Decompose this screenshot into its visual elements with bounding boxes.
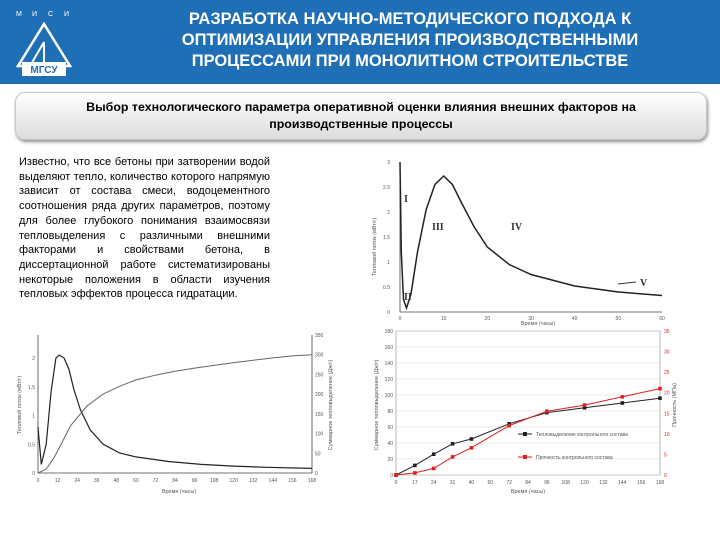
chart3-y-tick: 120: [384, 377, 393, 383]
chart3-y2label: Прочность (МПа): [672, 383, 678, 427]
legend-item-strength: Прочность контрольного состава: [536, 455, 613, 461]
chart2-y-tick: 1: [32, 413, 35, 420]
page-title: [120, 9, 700, 72]
chart3-x-tick: 168: [655, 480, 665, 486]
chart3-heat-point: [620, 401, 624, 405]
chart1-y-tick: 0.5: [383, 285, 390, 291]
chart1-ylabel: Тепловой поток (мВт/г): [372, 217, 378, 277]
chart2-x-tick: 156: [288, 478, 297, 484]
chart3-y-tick: 160: [384, 345, 393, 351]
chart3-y-tick: 180: [384, 329, 393, 335]
chart3-strength-point: [413, 471, 417, 475]
chart2-y2-tick: 300: [315, 352, 324, 359]
stage-label-v: V: [640, 278, 648, 289]
chart3-strength-point: [583, 403, 587, 407]
chart1-y-tick: 0: [387, 310, 390, 316]
stage-label-i: I: [404, 194, 408, 205]
chart3-heat-point: [658, 396, 662, 400]
logo-letter: М: [16, 11, 22, 18]
chart3-x-tick: 132: [599, 480, 608, 486]
chart3-x-tick: 96: [544, 480, 550, 486]
chart1-x-tick: 60: [659, 316, 665, 322]
chart1-y-tick: 2: [387, 210, 390, 216]
chart3-x-tick: 17: [412, 480, 418, 486]
chart3-strength-point: [451, 455, 455, 459]
chart3-heat-point: [432, 452, 436, 456]
chart2-x-tick: 12: [54, 478, 61, 484]
chart3-y2-tick: 25: [664, 370, 670, 377]
chart2-x-tick: 48: [113, 478, 120, 484]
mgsu-logo: [10, 6, 78, 78]
chart2-x-tick: 144: [268, 478, 278, 484]
chart1-x-tick: 30: [528, 316, 534, 322]
chart3-ylabel: Суммарное тепловыделение (Дж/г): [374, 359, 380, 451]
chart1-x-tick: 50: [615, 316, 622, 322]
chart3-x-tick: 72: [506, 480, 512, 486]
chart2-y-tick: 0.5: [28, 442, 35, 449]
chart2-x-tick: 72: [152, 478, 159, 484]
chart3-strength-point: [658, 387, 662, 391]
title-line: ОПТИМИЗАЦИИ УПРАВЛЕНИЯ ПРОИЗВОДСТВЕННЫМИ: [181, 31, 639, 49]
chart2-x-tick: 0: [36, 478, 40, 484]
subtitle-text: Выбор технологического параметра оперативной оценки влияния внешних факторов на производственные процессы: [86, 100, 636, 131]
chart3-heat-point: [451, 442, 455, 446]
chart2-y-tick: 0: [32, 471, 35, 477]
chart3-strength-point: [620, 395, 624, 399]
chart3-y-tick: 100: [384, 393, 393, 399]
heat-flow-stages-chart: [368, 152, 668, 330]
chart3-y-tick: 0: [390, 473, 393, 479]
chart2-y2-tick: 200: [315, 392, 324, 399]
chart3-y2-tick: 5: [664, 452, 667, 459]
chart1-x-tick: 20: [484, 316, 491, 322]
stage-label-iii: III: [432, 222, 444, 233]
chart3-x-tick: 120: [580, 480, 589, 486]
chart2-y2-tick: 150: [315, 411, 324, 418]
chart3-y-tick: 60: [387, 425, 393, 431]
chart3-y2-tick: 35: [664, 329, 670, 335]
chart3-y2-tick: 30: [664, 349, 670, 356]
chart3-x-tick: 24: [430, 480, 437, 486]
chart2-x-tick: 84: [172, 478, 178, 484]
chart2-y-tick: 2: [32, 356, 35, 362]
chart3-x-tick: 40: [468, 480, 475, 486]
chart1-x-tick: 10: [440, 316, 447, 322]
chart3-strength-point: [432, 467, 436, 471]
body-paragraph: Известно, что все бетоны при затворении водой выделяют тепло, количество которого напрямую зависит от состава смеси, водоцементного соотношения ряда других параметров, поэтому для более глубокого понимания взаимосвязи тепловыделения с различными внешними факторами и свойствами бетона, в диссертационной работе систематизированы некоторые положения в области изучения тепловых эффектов процесса гидратации.: [19, 156, 270, 301]
chart1-xlabel: Время (часы): [520, 321, 556, 327]
chart2-xlabel: Время (часы): [161, 489, 197, 495]
chart3-x-tick: 50: [487, 480, 494, 486]
chart3-y-tick: 140: [384, 361, 393, 367]
chart3-x-tick: 0: [394, 480, 398, 486]
chart3-y-tick: 40: [387, 441, 393, 447]
chart2-x-tick: 36: [93, 478, 100, 484]
chart1-x-tick: 40: [571, 316, 578, 322]
chart2-x-tick: 96: [191, 478, 198, 484]
chart3-y-tick: 80: [387, 409, 393, 415]
chart2-ylabel: Тепловой поток (мВт/г): [17, 375, 23, 435]
chart2-heat-flow-line: [38, 355, 312, 468]
header-bar: [0, 0, 720, 84]
chart3-heat-point: [470, 437, 474, 441]
chart3-strength-point: [545, 409, 549, 413]
chart2-cumulative-line: [38, 355, 312, 473]
stage-label-iv: IV: [511, 222, 523, 233]
logo-text: МГСУ: [30, 65, 58, 76]
heat-strength-chart: [370, 325, 678, 500]
chart1-y-tick: 1: [387, 260, 390, 266]
subtitle-box: [15, 92, 707, 140]
chart1-y-tick: 1.5: [383, 235, 390, 241]
chart2-y2-tick: 250: [315, 372, 324, 379]
chart3-x-tick: 144: [618, 480, 627, 486]
heat-flow-cumulative-chart: [14, 325, 344, 500]
chart2-x-tick: 60: [133, 478, 139, 484]
title-line: РАЗРАБОТКА НАУЧНО-МЕТОДИЧЕСКОГО ПОДХОДА К: [188, 10, 632, 28]
chart2-y-tick: 1.5: [28, 384, 35, 391]
logo-letter: И: [64, 11, 70, 18]
chart2-y2-tick: 100: [315, 431, 324, 438]
chart3-y2-tick: 0: [664, 473, 667, 479]
chart3-heat-point: [413, 464, 417, 468]
chart3-y-tick: 20: [387, 457, 393, 463]
chart3-xlabel: Время (часы): [510, 489, 546, 495]
chart2-x-tick: 108: [209, 478, 219, 484]
chart3-legend: [518, 432, 628, 461]
chart2-y2-tick: 350: [315, 333, 324, 339]
chart2-x-tick: 120: [229, 478, 238, 484]
chart1-series-line: [400, 162, 662, 308]
chart3-x-tick: 84: [525, 480, 531, 486]
chart3-y2-tick: 10: [664, 431, 670, 438]
chart2-x-tick: 168: [307, 478, 317, 484]
logo-letter: С: [48, 11, 54, 18]
chart1-y-tick: 3: [387, 160, 390, 166]
stage-label-ii: II: [404, 292, 412, 303]
chart3-x-tick: 31: [449, 480, 456, 486]
chart3-y2-tick: 15: [664, 411, 670, 418]
chart2-x-tick: 24: [74, 478, 80, 484]
chart3-x-tick: 108: [561, 480, 570, 486]
chart2-y2label: Суммарное тепловыделение (Дж/г): [328, 359, 334, 451]
logo-letter: И: [32, 11, 38, 18]
chart1-x-tick: 0: [398, 316, 402, 322]
stage-v-arrow: [618, 282, 636, 284]
title-line: ПРОЦЕССАМИ ПРИ МОНОЛИТНОМ СТРОИТЕЛЬСТВЕ: [191, 52, 629, 70]
chart2-y2-tick: 0: [315, 471, 318, 477]
chart3-strength-point: [507, 424, 511, 428]
chart3-strength-point: [394, 473, 398, 477]
chart1-y-tick: 2.5: [383, 185, 390, 191]
chart3-x-tick: 156: [636, 480, 646, 486]
chart2-x-tick: 132: [249, 478, 258, 484]
chart2-y2-tick: 50: [315, 451, 321, 458]
chart3-y2-tick: 20: [664, 390, 670, 397]
legend-item-heat: Тепловыделение контрольного состава: [536, 432, 628, 438]
chart3-strength-point: [470, 446, 474, 450]
